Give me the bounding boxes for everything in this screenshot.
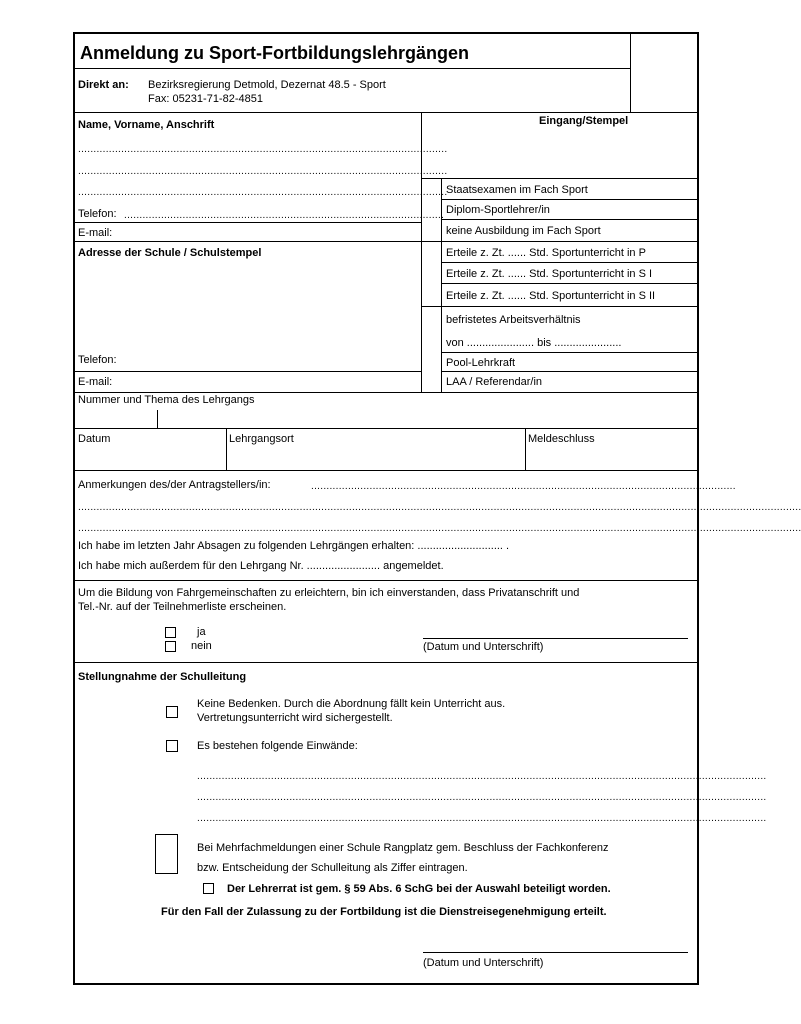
fahrgemeinschaft-text-2: Tel.-Nr. auf der Teilnehmerliste erscheinen. — [78, 601, 287, 613]
rangplatz-line2: bzw. Entscheidung der Schulleitung als Ziffer eintragen. — [197, 862, 468, 874]
school-email-label: E-mail: — [78, 376, 113, 388]
name-line-2[interactable]: ........................................................................................................................ — [78, 166, 448, 177]
person-telefon-field[interactable]: ........................................................................................................ — [124, 210, 445, 221]
signature-caption-2: (Datum und Unterschrift) — [423, 957, 544, 969]
course-rule — [75, 470, 699, 471]
direkt-address-line1: Bezirksregierung Detmold, Dezernat 48.5 - Sport — [148, 79, 386, 91]
course-nummer-divider — [157, 410, 158, 428]
fahrgemeinschaft-rule — [75, 662, 699, 663]
course-ort-label[interactable]: Lehrgangsort — [229, 433, 294, 445]
signature-line-2[interactable] — [423, 952, 688, 953]
einwaende-checkbox[interactable] — [166, 740, 178, 752]
qual-rule — [441, 262, 699, 263]
nein-checkbox[interactable] — [165, 641, 176, 652]
ja-checkbox[interactable] — [165, 627, 176, 638]
rangplatz-line1: Bei Mehrfachmeldungen einer Schule Rangplatz gem. Beschluss der Fachkonferenz — [197, 842, 609, 854]
qual-pool-lehrkraft[interactable]: Pool-Lehrkraft — [446, 357, 516, 369]
qual-von-bis[interactable]: von ...................... bis ...................... — [446, 337, 622, 349]
qual-rule — [441, 219, 699, 220]
qual-rule — [441, 283, 699, 284]
direkt-address-line2: Fax: 05231-71-82-4851 — [148, 93, 263, 105]
qual-befristet[interactable]: befristetes Arbeitsverhältnis — [446, 314, 581, 326]
angemeldet-statement[interactable]: Ich habe mich außerdem für den Lehrgang Nr. ........................ angemeldet. — [78, 560, 444, 572]
remarks-label: Anmerkungen des/der Antragstellers/in: — [78, 479, 271, 491]
eingang-stempel-label: Eingang/Stempel — [539, 115, 629, 127]
school-telefon-rule — [75, 371, 421, 372]
person-telefon-label: Telefon: — [78, 208, 117, 220]
direkt-label: Direkt an: — [78, 79, 129, 91]
keine-bedenken-checkbox[interactable] — [166, 706, 178, 718]
name-line-3[interactable]: ........................................................................................................................ — [78, 187, 448, 198]
qual-rule — [421, 306, 699, 307]
signature-caption-1: (Datum und Unterschrift) — [423, 641, 544, 653]
nein-label: nein — [191, 640, 212, 652]
qual-rule — [441, 371, 699, 372]
registration-form — [73, 32, 801, 985]
qual-staatsexamen[interactable]: Staatsexamen im Fach Sport — [446, 184, 588, 196]
qual-erteile-s1[interactable]: Erteile z. Zt. ...... Std. Sportunterricht in S I — [446, 268, 653, 280]
person-telefon-rule — [75, 222, 421, 223]
einwaende-field-2[interactable]: ......................................................................................................................................................................................... — [197, 792, 767, 803]
course-meldeschluss-label[interactable]: Meldeschluss — [528, 433, 595, 445]
header-rule — [75, 112, 699, 113]
qual-rule — [441, 199, 699, 200]
qual-erteile-s2[interactable]: Erteile z. Zt. ...... Std. Sportunterricht in S II — [446, 290, 656, 302]
remarks-field-1[interactable]: .......................................................................................................................................... — [311, 481, 736, 492]
qual-diplom[interactable]: Diplom-Sportlehrer/in — [446, 204, 550, 216]
course-nummer-rule — [75, 428, 699, 429]
school-section-rule — [75, 392, 699, 393]
zulassung-statement: Für den Fall der Zulassung zu der Fortbildung ist die Dienstreisegenehmigung erteilt. — [161, 906, 607, 918]
remarks-rule — [75, 580, 699, 581]
ja-label: ja — [197, 626, 206, 638]
form-title: Anmeldung zu Sport-Fortbildungslehrgängen — [80, 43, 469, 63]
remarks-field-3[interactable]: ........................................................................................................................................................................................................................................... — [78, 523, 801, 534]
qual-rule — [441, 352, 699, 353]
person-email-rule — [75, 241, 421, 242]
school-heading: Adresse der Schule / Schulstempel — [78, 247, 262, 259]
absagen-statement[interactable]: Ich habe im letzten Jahr Absagen zu folgenden Lehrgängen erhalten: ............................ . — [78, 540, 510, 552]
signature-line-1[interactable] — [423, 638, 688, 639]
schulleitung-heading: Stellungnahme der Schulleitung — [78, 671, 247, 683]
qual-rule — [421, 241, 699, 242]
qual-keine-ausbildung[interactable]: keine Ausbildung im Fach Sport — [446, 225, 601, 237]
course-nummer-label: Nummer und Thema des Lehrgangs — [78, 394, 255, 406]
einwaende-field-1[interactable]: ......................................................................................................................................................................................... — [197, 771, 767, 782]
einwaende-field-3[interactable]: ......................................................................................................................................................................................... — [197, 813, 767, 824]
ort-divider — [525, 428, 526, 470]
fahrgemeinschaft-text-1: Um die Bildung von Fahrgemeinschaften zu erleichtern, bin ich einverstanden, dass Privatanschrift und — [78, 587, 580, 599]
datum-divider — [226, 428, 227, 470]
person-heading: Name, Vorname, Anschrift — [78, 119, 215, 131]
einwaende-label: Es bestehen folgende Einwände: — [197, 740, 358, 752]
rangplatz-box[interactable] — [155, 834, 178, 874]
remarks-field-2[interactable]: ........................................................................................................................................................................................................................................... — [78, 502, 801, 513]
qual-laa-referendar[interactable]: LAA / Referendar/in — [446, 376, 543, 388]
person-email-label: E-mail: — [78, 227, 113, 239]
keine-bedenken-line1: Keine Bedenken. Durch die Abordnung fällt kein Unterricht aus. — [197, 698, 506, 710]
name-line-1[interactable]: ........................................................................................................................ — [78, 144, 448, 155]
title-rule — [75, 68, 630, 69]
school-telefon-label: Telefon: — [78, 354, 117, 366]
eingang-rule — [421, 178, 699, 179]
lehrerrat-statement: Der Lehrerrat ist gem. § 59 Abs. 6 SchG bei der Auswahl beteiligt worden. — [227, 883, 611, 895]
course-datum-label[interactable]: Datum — [78, 433, 111, 445]
title-divider — [630, 34, 631, 112]
qual-checkbox-column — [441, 178, 442, 392]
lehrerrat-checkbox[interactable] — [203, 883, 214, 894]
keine-bedenken-line2: Vertretungsunterricht wird sichergestellt. — [197, 712, 393, 724]
qual-erteile-p[interactable]: Erteile z. Zt. ...... Std. Sportunterricht in P — [446, 247, 646, 259]
